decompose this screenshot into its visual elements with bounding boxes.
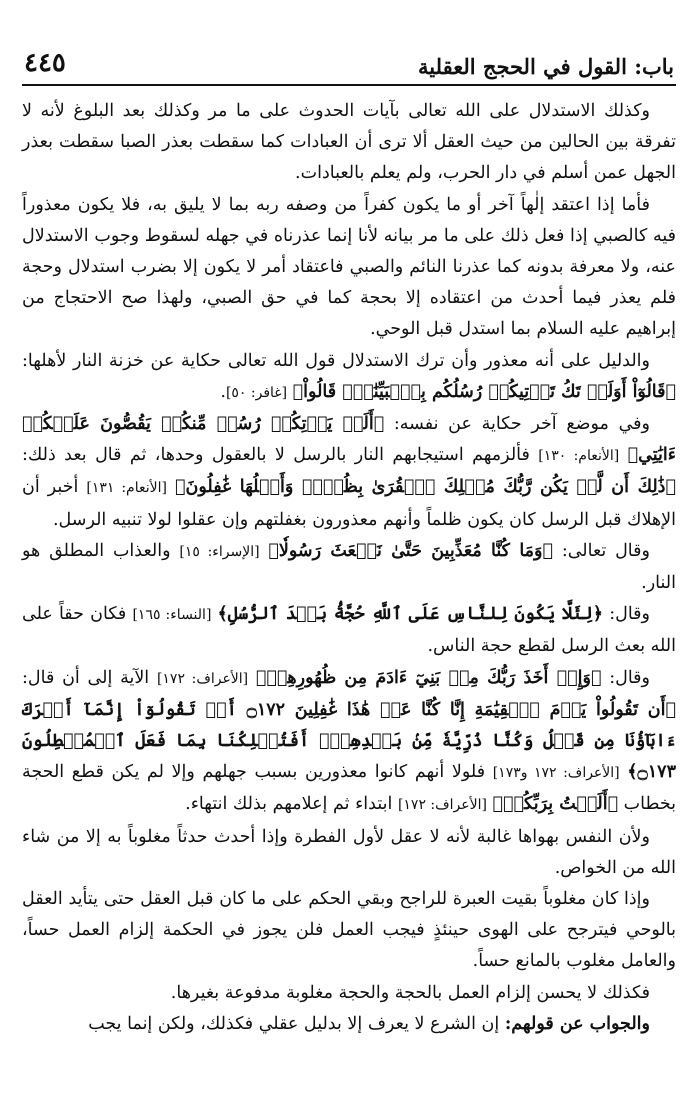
paragraph-text: وفي موضع آخر حكاية عن نفسه: bbox=[393, 414, 650, 435]
quran-verse: ﴿لِئَلَّا يَكُونَ لِلنَّاسِ عَلَى ٱللَّهِ حُجَّةُۢ بَعۡدَ ٱلرُّسُلِ﴾ bbox=[217, 604, 604, 625]
paragraph-text: ولأن النفس بهواها غالبة لأنه لا عقل لأول الفطرة وإذا أحدث حدثاً مغلوباً به إلا من شاء الله من الخواص. bbox=[22, 826, 676, 878]
verse-reference: [الأعراف: ١٧٢] bbox=[156, 670, 249, 687]
paragraph-text: الآية إلى أن قال: bbox=[22, 667, 150, 688]
quran-verse: ﴿قَالُوٓاْ أَوَلَمۡ تَكُ تَأۡتِيكُمۡ رُسُلُكُم بِٱلۡبَيِّنَٰتِۖ قَالُواْ﴾ bbox=[292, 381, 676, 402]
paragraph bbox=[22, 409, 676, 536]
paragraph-text: إن الشرع لا يعرف إلا بدليل عقلي فكذلك، ولكن إنما يجب bbox=[88, 1013, 500, 1034]
paragraph-text: وكذلك الاستدلال على الله تعالى بآيات الحدوث على ما مر وكذلك بعد البلوغ لأنه لا تفرقة بين الحالين من حيث العقل ألا ترى أن العبادات كما سقطت بعذر الصبا سقطت بعذر الجهل عمن أسلم في دار الحرب، ولم يعلم بالعبادات. bbox=[22, 101, 676, 184]
paragraph-text: أخبر أن الإهلاك قبل الرسل كان يكون ظلماً وأنهم معذورون بغفلتهم وإن عقلوا لولا تنبيه الرسل. bbox=[22, 477, 676, 530]
paragraph-text: فألزمهم استيجابهم النار بالرسل لا بالعقول وحدها، ثم قال بعد ذلك: bbox=[22, 445, 530, 466]
quran-verse: ﴿أَلَسۡتُ بِرَبِّكُمۡ﴾ bbox=[492, 794, 619, 815]
paragraph-text: فأما إذا اعتقد إلٰهاً آخر أو ما يكون كفراً من وصفه ربه بما لا يليق به، فلا يكون معذوراً فيه كالصبي إذا فعل ذلك على ما مر بيانه لأنا إنما عذرناه في جهله لسقوط وجوب الاستدلال عنه، ولا معرفة بدونه كما عذرنا النائم والصبي فاعتقاد أمر لا يكون إلا بضرب استدلال وحجة فلم يعذر فيما أحدث من اعتقاده إلا بحجة كما في حق الصبي، ولهذا صح الاحتجاج من إبراهيم عليه السلام بما استدل قبل الوحي. bbox=[22, 194, 676, 340]
quran-verse: ﴿وَمَا كُنَّا مُعَذِّبِينَ حَتَّىٰ نَبۡعَثَ رَسُولٗا﴾ bbox=[268, 540, 553, 561]
paragraph-text: فكذلك لا يحسن إلزام العمل بالحجة والحجة مغلوبة مدفوعة بغيرها. bbox=[170, 982, 650, 1003]
quran-verse: ﴿وَإِذۡ أَخَذَ رَبُّكَ مِنۢ بَنِيٓ ءَادَمَ مِن ظُهُورِهِمۡ﴾ bbox=[255, 667, 602, 688]
paragraph bbox=[22, 346, 676, 409]
paragraph-text: وقال تعالى: bbox=[561, 540, 650, 561]
paragraph bbox=[22, 599, 676, 662]
verse-reference: [الإسراء: ١٥] bbox=[179, 543, 260, 560]
paragraph-text: فلولا أنهم كانوا معذورين بسبب جهلهم وإلا لم يكن قطع الحجة بخطاب bbox=[22, 762, 676, 815]
paragraph bbox=[22, 978, 676, 1009]
paragraph-text: وقال: bbox=[609, 604, 650, 625]
quran-verse: ﴿ذَٰلِكَ أَن لَّمۡ يَكُن رَّبُّكَ مُهۡلِكَ ٱلۡقُرَىٰ بِظُلۡمٖ وَأَهۡلُهَا غَٰفِلُونَ﴾ bbox=[175, 477, 676, 498]
paragraph bbox=[22, 190, 676, 346]
paragraph bbox=[22, 1009, 676, 1040]
body-text bbox=[22, 96, 676, 1040]
paragraph-text: وقال: bbox=[609, 667, 650, 688]
verse-reference: [الأنعام: ١٣١] bbox=[86, 480, 167, 497]
quran-verse: ﴿أَلَمۡ يَأۡتِكُمۡ رُسُلٞ مِّنكُمۡ يَقُصُّونَ عَلَيۡكُمۡ ءَايَٰتِي﴾ bbox=[22, 414, 676, 466]
paragraph-text: وإذا كان مغلوباً بقيت العبرة للراجح وبقي الحكم على ما كان قبل العقل حتى يتأيد العقل بالوحي فيترجح على الهوى حينئذٍ فيجب العمل فلن يجوز في الحكمة إلزام العمل حساً، والعامل مغلوب بالمانع حساً. bbox=[22, 889, 676, 972]
page-header bbox=[22, 48, 676, 86]
verse-reference: [الأعراف: ١٧٢] bbox=[397, 797, 487, 814]
paragraph bbox=[22, 884, 676, 978]
paragraph-text: والعذاب المطلق هو النار. bbox=[22, 540, 676, 594]
verse-reference: [الأنعام: ١٣٠] bbox=[538, 448, 620, 465]
document-page bbox=[22, 0, 676, 1097]
paragraph bbox=[22, 822, 676, 884]
answer-heading: والجواب عن قولهم: bbox=[504, 1013, 650, 1034]
chapter-title: باب: القول في الحجج العقلية bbox=[418, 54, 674, 79]
paragraph bbox=[22, 96, 676, 190]
verse-reference: [النساء: ١٦٥] bbox=[132, 607, 212, 624]
paragraph bbox=[22, 536, 676, 599]
paragraph-text: ابتداء ثم إعلامهم بذلك انتهاء. bbox=[185, 794, 393, 815]
page-number: ٤٤٥ bbox=[24, 48, 66, 78]
paragraph-text: . bbox=[220, 381, 226, 402]
paragraph-text: فكان حقاً على الله بعث الرسل لقطع حجة الناس. bbox=[22, 604, 676, 657]
quran-verse: ﴿أَن تَقُولُواْ يَوۡمَ ٱلۡقِيَٰمَةِ إِنَّا كُنَّا عَنۡ هَٰذَا غَٰفِلِينَ ۝١٧٢ أَوۡ تَقُولُوٓاْ إِنَّمَآ أَشۡرَكَ ءَابَآؤُنَا مِن قَبۡلُ وَكُنَّا ذُرِّيَّةٗ مِّنۢ بَعۡدِهِمۡۖ أَفَتُهۡلِكُنَا بِمَا فَعَلَ ٱلۡمُبۡطِلُونَ ۝١٧٣﴾ bbox=[22, 699, 676, 783]
paragraph-text: والدليل على أنه معذور وأن ترك الاستدلال قول الله تعالى حكاية عن خزنة النار لأهلها: bbox=[22, 350, 650, 371]
verse-reference: [الأعراف: ١٧٢ و١٧٣] bbox=[492, 765, 620, 782]
paragraph bbox=[22, 663, 676, 822]
verse-reference: [غافر: ٥٠] bbox=[225, 384, 288, 401]
